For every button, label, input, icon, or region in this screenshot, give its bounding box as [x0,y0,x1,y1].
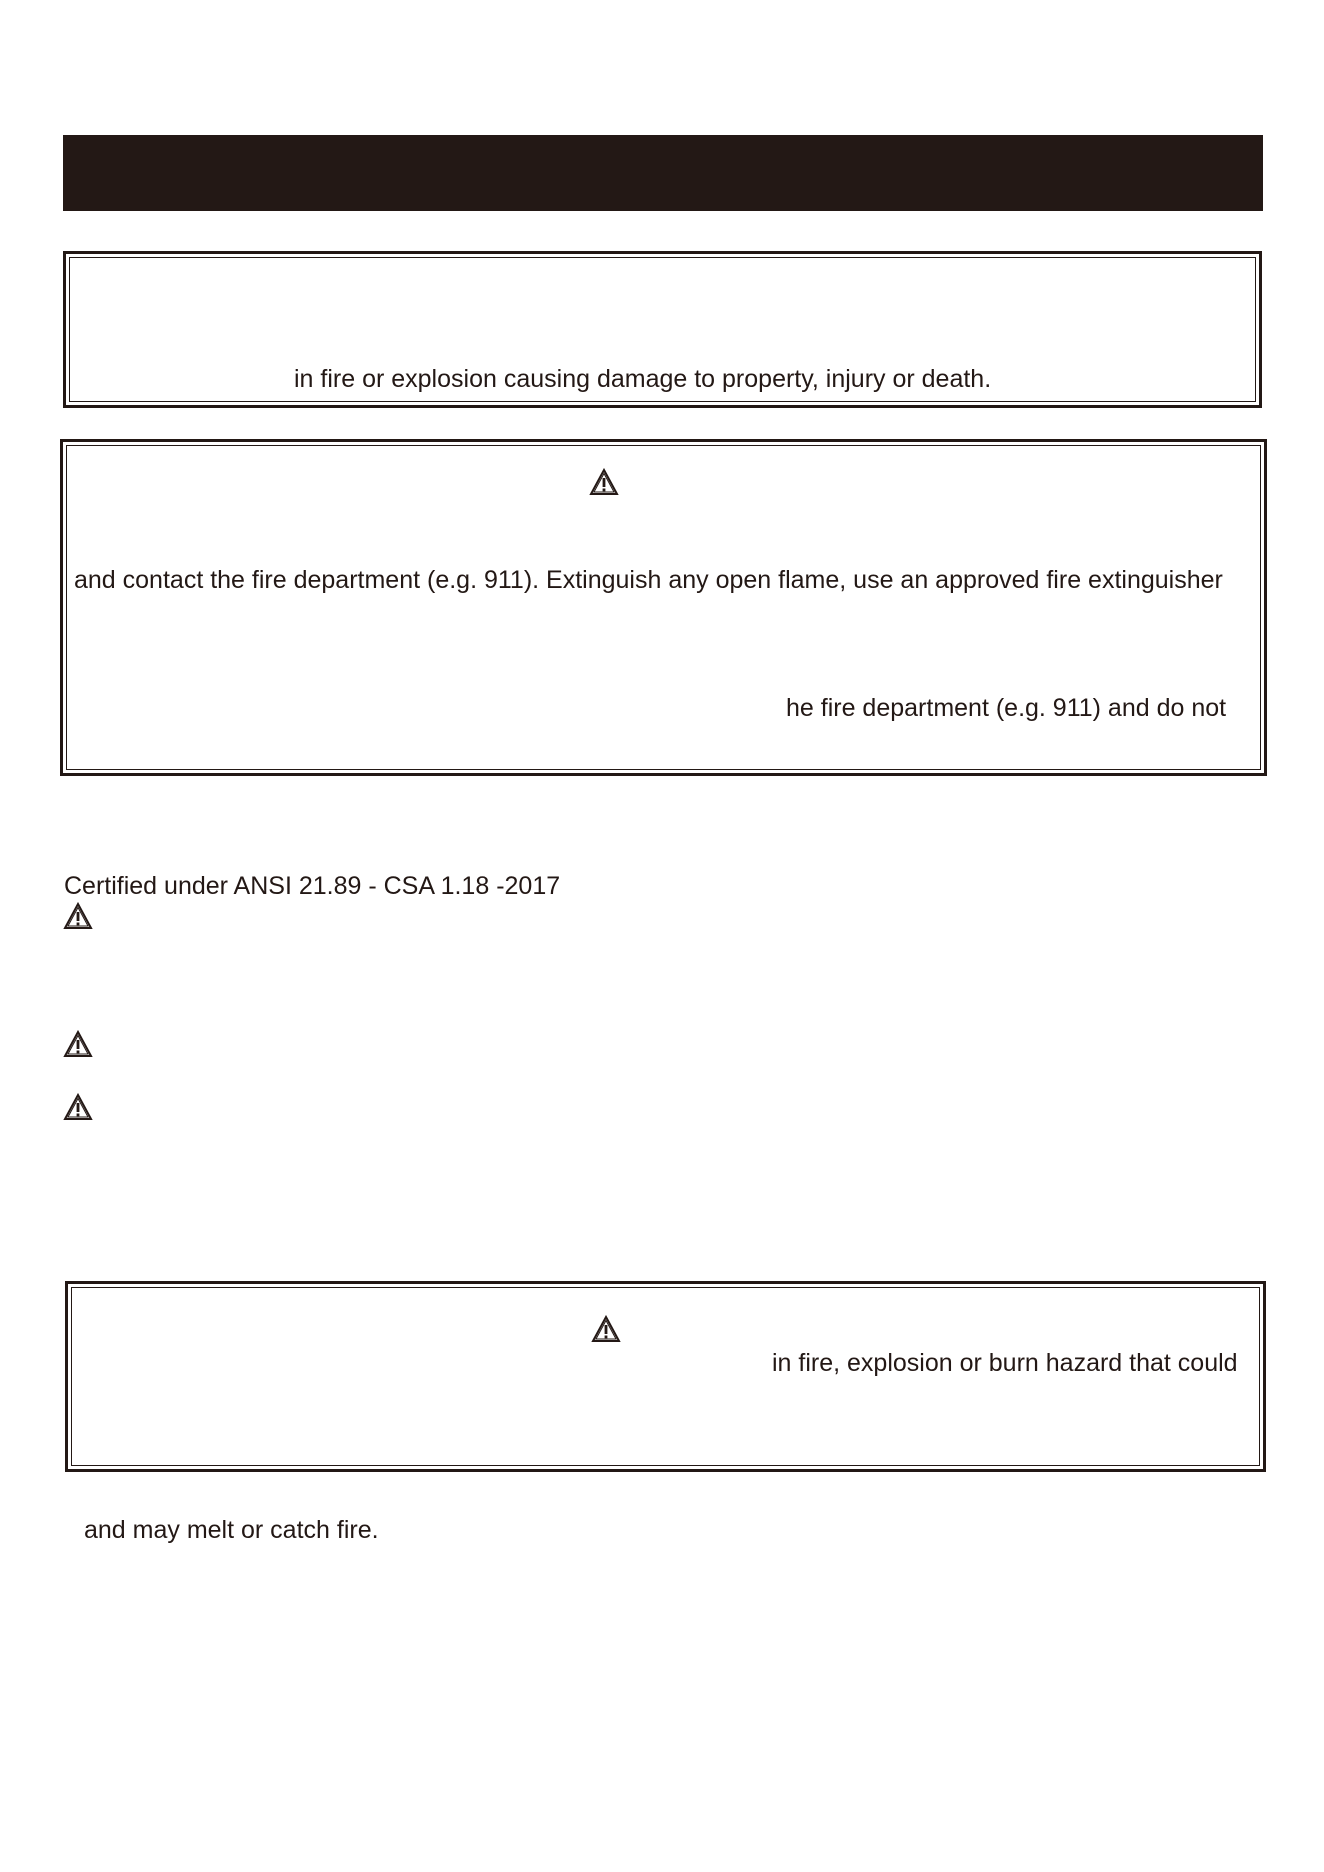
warning-box-3-text: in fire, explosion or burn hazard that could [772,1349,1238,1377]
warning-triangle-icon [63,1093,93,1121]
warning-triangle-icon [589,468,619,496]
warning-box-gas-leak [60,439,1267,776]
warning-triangle-icon [63,902,93,930]
warning-box-1-text: in fire or explosion causing damage to property, injury or death. [294,365,992,393]
certification-text: Certified under ANSI 21.89 - CSA 1.18 -2017 [64,872,561,900]
warning-box-2-text-line-1: and contact the fire department (e.g. 911). Extinguish any open flame, use an approved fire extinguisher [74,566,1223,594]
warning-box-2-text-line-2: he fire department (e.g. 911) and do not [786,694,1227,722]
warning-triangle-icon [591,1315,621,1343]
section-header-bar [63,135,1263,211]
melt-fire-text: and may melt or catch fire. [84,1516,379,1544]
warning-triangle-icon [63,1030,93,1058]
